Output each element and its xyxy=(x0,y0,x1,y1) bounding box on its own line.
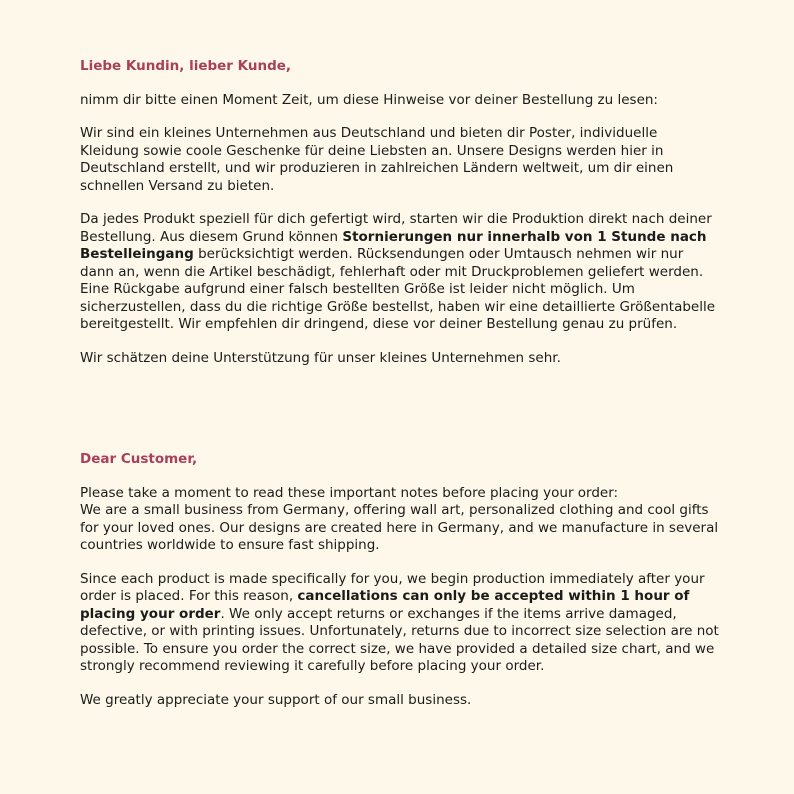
english-policy-paragraph xyxy=(80,571,720,676)
german-notice xyxy=(80,58,720,367)
german-cancellation-highlight: Stornierungen nur innerhalb von 1 Stunde nach Bestelleingang xyxy=(80,228,707,262)
english-closing: We greatly appreciate your support of our small business. xyxy=(80,691,472,708)
german-intro: nimm dir bitte einen Moment Zeit, um diese Hinweise vor deiner Bestellung zu lesen: xyxy=(80,91,658,108)
english-about-paragraph: We are a small business from Germany, offering wall art, personalized clothing and cool gifts for your loved ones. Our designs are created here in Germany, and we manufacture in several countries worldwide to ensure fast shipping. xyxy=(80,502,719,553)
german-policy-paragraph xyxy=(80,211,720,334)
english-intro: Please take a moment to read these important notes before placing your order: xyxy=(80,484,619,501)
english-policy-text-start: Since each product is made specifically for you, we begin production immediately after your order is placed. For this reason, xyxy=(80,570,705,604)
english-policy-text-end: . We only accept returns or exchanges if the items arrive damaged, defective, or with printing issues. Unfortunately, returns due to incorrect size selection are not possible. To ensure you order the correct size, we have provided a detailed size chart, and we strongly recommend reviewing it carefully before placing your order. xyxy=(80,605,719,674)
german-policy-text-start: Da jedes Produkt speziell für dich gefertigt wird, starten wir die Produktion direkt nach deiner Bestellung. Aus diesem Grund können xyxy=(80,211,712,245)
english-greeting: Dear Customer, xyxy=(80,451,198,467)
german-closing: Wir schätzen deine Unterstützung für unser kleines Unternehmen sehr. xyxy=(80,349,561,366)
english-notice xyxy=(80,451,720,709)
english-cancellation-highlight: cancellations can only be accepted within 1 hour of placing your order xyxy=(80,588,690,622)
german-greeting: Liebe Kundin, lieber Kunde, xyxy=(80,58,292,74)
german-policy-text-end: berücksichtigt werden. Rücksendungen oder Umtausch nehmen wir nur dann an, wenn die Artikel beschädigt, fehlerhaft oder mit Druckproblemen geliefert werden. Eine Rückgabe aufgrund einer falsch bestellten Größe ist leider nicht möglich. Um sicherzustellen, dass du die richtige Größe bestellst, haben wir eine detaillierte Größentabelle bereitgestellt. Wir empfehlen dir dringend, diese vor deiner Bestellung genau zu prüfen. xyxy=(80,246,716,332)
german-about-paragraph: Wir sind ein kleines Unternehmen aus Deutschland und bieten dir Poster, individuelle Kleidung sowie coole Geschenke für deine Liebsten an. Unsere Designs werden hier in Deutschland erstellt, und wir produzieren in zahlreichen Ländern weltweit, um dir einen schnellen Versand zu bieten. xyxy=(80,125,674,194)
